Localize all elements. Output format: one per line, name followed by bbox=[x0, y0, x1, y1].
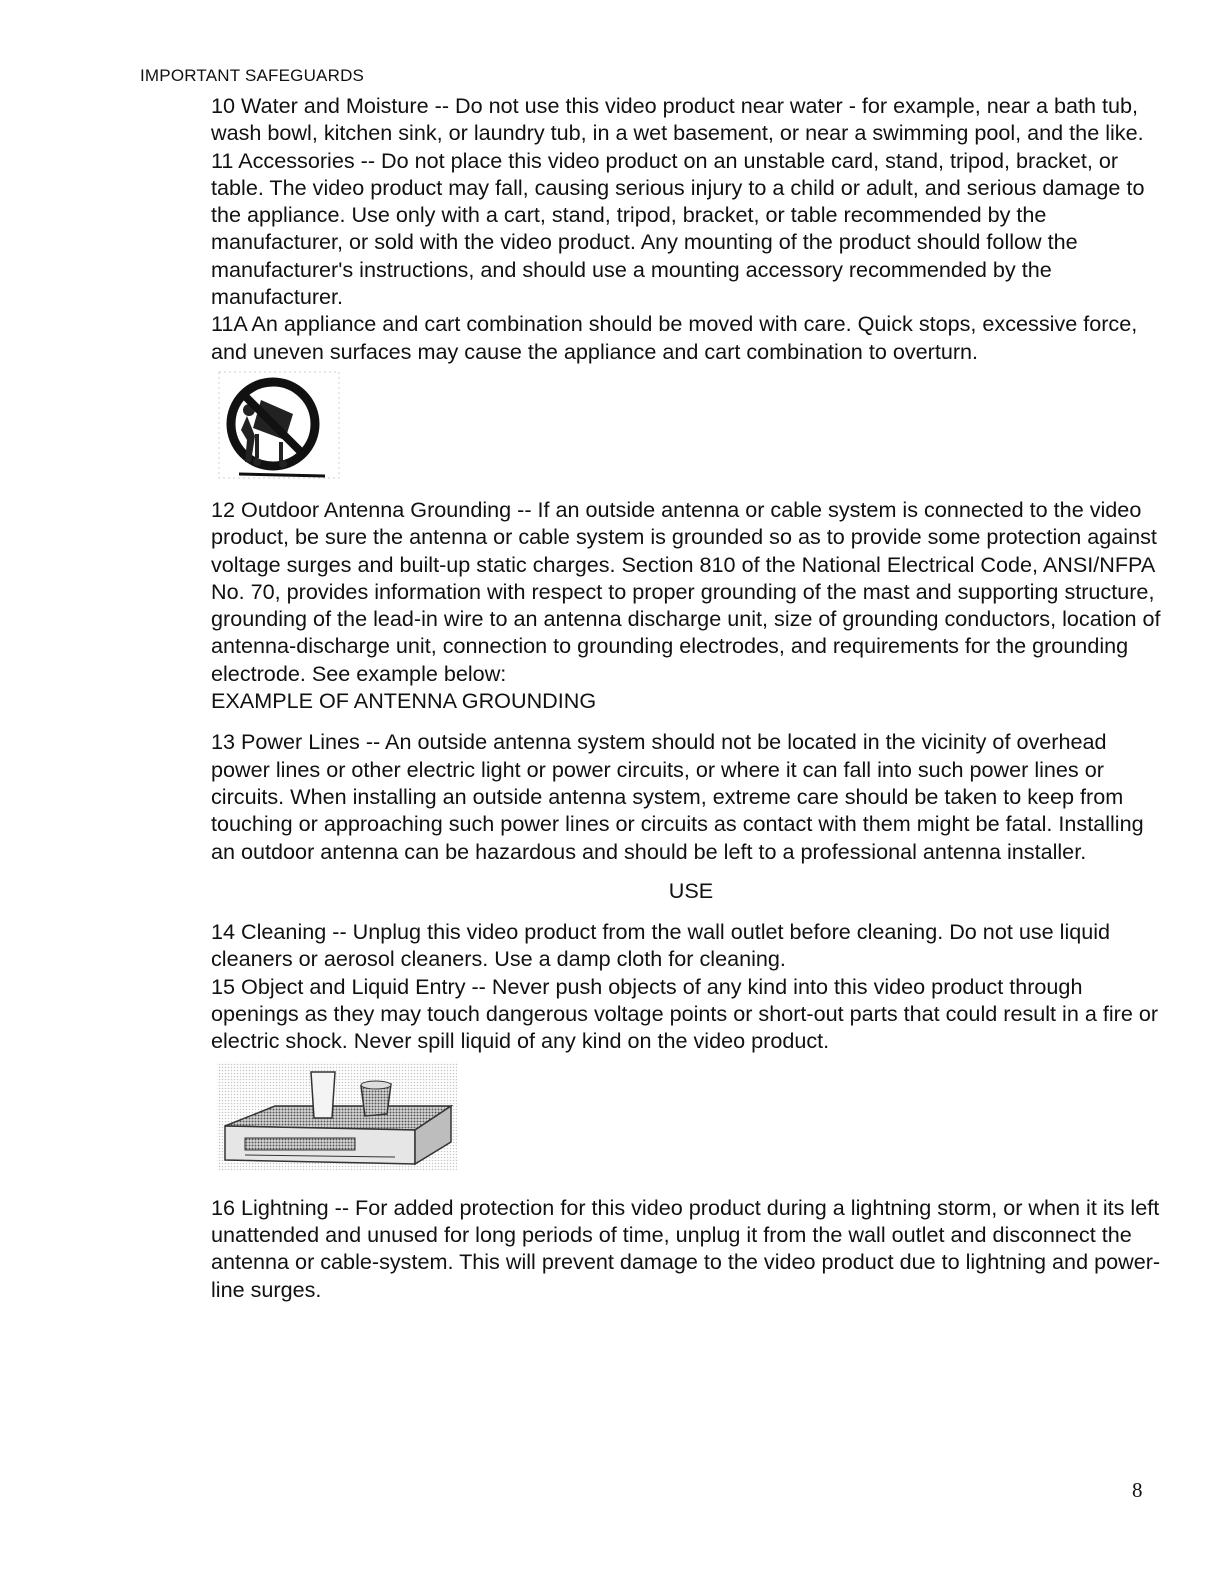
safeguard-15-object-liquid-entry: 15 Object and Liquid Entry -- Never push objects of any kind into this video product through openings as they may touch dangerous voltage points or short-out parts that could result in a fire or electric shock. Never spill liquid of any kind on the video product. bbox=[211, 973, 1159, 1054]
liquid-spill-illustration bbox=[215, 1060, 460, 1180]
page-header: IMPORTANT SAFEGUARDS bbox=[140, 66, 365, 85]
safeguard-14-cleaning: 14 Cleaning -- Unplug this video product from the wall outlet before cleaning. Do not use liquid cleaners or aerosol cleaners. Use a damp cloth for cleaning. bbox=[211, 919, 1111, 972]
spacer bbox=[211, 1180, 1171, 1194]
document-body bbox=[211, 92, 1171, 1303]
safeguard-16-lightning: 16 Lightning -- For added protection for this video product during a lightning storm, or when it its left unattended and unused for long periods of time, unplug it from the wall outlet and disconnect the antenna or cable-system. This will prevent damage to the video product due to lightning and power-line surges. bbox=[211, 1194, 1161, 1302]
safeguard-10-water-moisture: 10 Water and Moisture -- Do not use this video product near water - for example, near a bath tub, wash bowl, kitchen sink, or laundry tub, in a wet basement, or near a swimming pool, and the like. bbox=[211, 93, 1144, 146]
cart-tipover-warning-icon bbox=[217, 370, 342, 482]
safeguard-11-accessories: 11 Accessories -- Do not place this video product on an unstable card, stand, tripod, bracket, or table. The video product may fall, causing serious injury to a child or adult, and serious damage to the appliance. Use only with a cart, stand, tripod, bracket, or table recommended by the manufacturer, or sold with the video product. Any mounting of the product should follow the manufacturer's instructions, and should use a mounting accessory recommended by the manufacturer. bbox=[211, 147, 1145, 310]
page-number: 8 bbox=[1132, 1478, 1143, 1502]
spacer bbox=[211, 714, 1171, 728]
use-section-heading: USE bbox=[668, 877, 714, 903]
spacer bbox=[211, 482, 1171, 496]
safeguard-12-antenna-grounding: 12 Outdoor Antenna Grounding -- If an outside antenna or cable system is connected to the video product, be sure the antenna or cable system is grounded so as to provide some protection against voltage surges and built-up static charges. Section 810 of the National Electrical Code, ANSI/NFPA No. 70, provides information with respect to proper grounding of the mast and supporting structure, grounding of the lead-in wire to an antenna discharge unit, size of grounding conductors, location of antenna-discharge unit, connection to grounding electrodes, and requirements for the grounding electrode. See example below: bbox=[211, 496, 1161, 686]
safeguard-11a-cart-caution: 11A An appliance and cart combination should be moved with care. Quick stops, excessive force, and uneven surfaces may cause the appliance and cart combination to overturn. bbox=[211, 311, 1138, 364]
safeguard-13-power-lines: 13 Power Lines -- An outside antenna system should not be located in the vicinity of overhead power lines or other electric light or power circuits, or where it can fall into such power lines or circuits. When installing an outside antenna system, extreme care should be taken to keep from touching or approaching such power lines or circuits as contact with them might be fatal. Installing an outdoor antenna can be hazardous and should be left to a professional antenna installer. bbox=[211, 729, 1144, 864]
antenna-grounding-example-heading: EXAMPLE OF ANTENNA GROUNDING bbox=[211, 688, 597, 714]
